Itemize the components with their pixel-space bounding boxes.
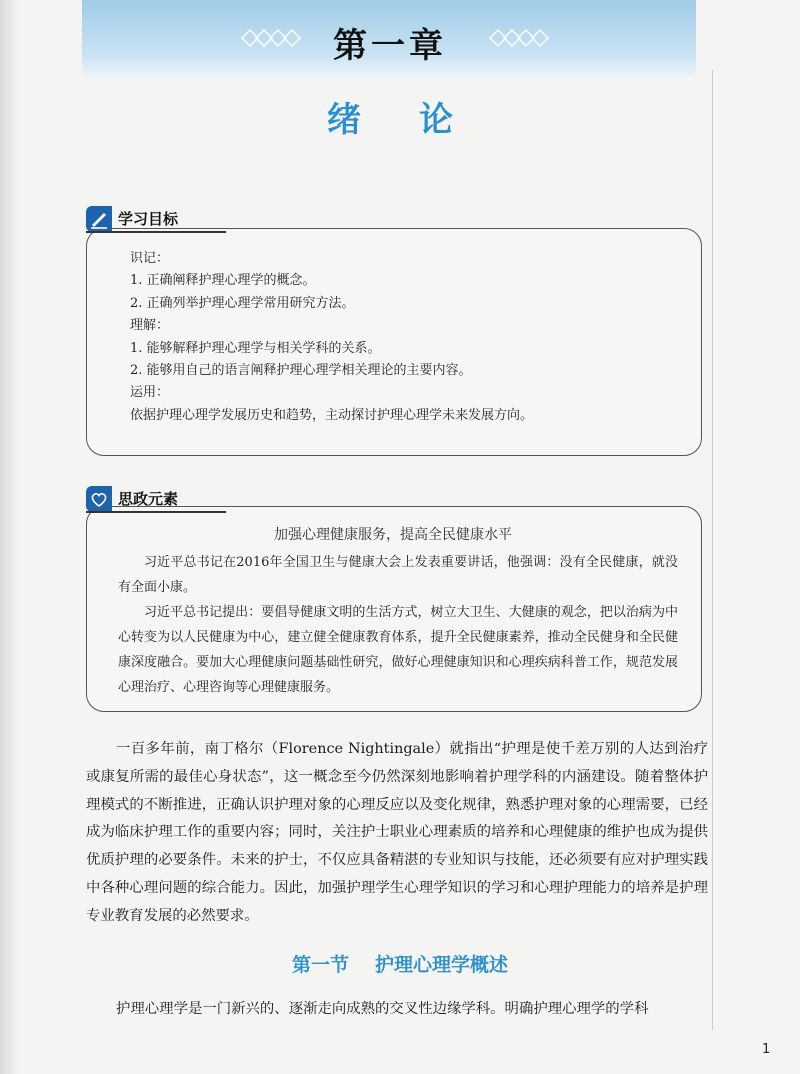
objectives-list <box>130 248 690 427</box>
objective-line: 1. 正确阐释护理心理学的概念。 <box>130 273 316 289</box>
objective-line: 识记： <box>130 251 170 266</box>
chapter-title: 绪论 <box>327 100 511 140</box>
body-last-line: 护理心理学是一门新兴的、逐渐走向成熟的交叉性边缘学科。明确护理心理学的学科 <box>116 1001 649 1017</box>
objective-line: 2. 能够用自己的语言阐释护理心理学相关理论的主要内容。 <box>130 363 472 379</box>
pen-icon <box>86 206 112 232</box>
tab-underline <box>86 511 226 513</box>
page-number: 1 <box>762 1042 771 1057</box>
section-heading <box>0 950 800 977</box>
chapter-number: 第一章 <box>333 26 447 66</box>
ideology-tab <box>86 486 226 512</box>
objective-line: 运用： <box>130 385 170 401</box>
ideology-paragraph: 习近平总书记在2016年全国卫生与健康大会上发表重要讲话，他强调：没有全民健康，就没有全面小康。 <box>118 555 678 595</box>
body-paragraph: 一百多年前，南丁格尔（Florence Nightingale）就指出“护理是使千差万别的人达到治疗或康复所需的最佳心身状态”，这一概念至今仍然深刻地影响着护理学科的内涵建设。随着整体护理模式的不断推进，正确认识护理对象的心理反应以及变化规律，熟悉护理对象的心理需要，已经成为临床护理工作的重要内容；同时，关注护士职业心理素质的培养和心理健康的维护也成为提供优质护理的必要条件。未来的护士，不仅应具备精湛的专业知识与技能，还必须要有应对护理实践中各种心理问题的综合能力。因此，加强护理学生心理学知识的学习和心理护理能力的培养是护理专业教育发展的必然要求。 <box>86 741 708 924</box>
tab-underline <box>86 231 226 233</box>
page-edge-shadow <box>0 0 18 1074</box>
objective-line: 理解： <box>130 318 170 334</box>
objective-line: 2. 正确列举护理心理学常用研究方法。 <box>130 295 355 311</box>
objective-line: 依据护理心理学发展历史和趋势，主动探讨护理心理学未来发展方向。 <box>130 407 534 423</box>
heart-hands-icon <box>86 486 112 512</box>
ideology-paragraph: 习近平总书记提出：要倡导健康文明的生活方式，树立大卫生、大健康的观念，把以治病为中心转变为以人民健康为中心，建立健全健康教育体系，提升全民健康素养，推动全民健身和全民健康深度融合。要加大心理健康问题基础性研究，做好心理健康知识和心理疾病科普工作，规范发展心理治疗、心理咨询等心理健康服务。 <box>118 605 678 695</box>
section-title: 护理心理学概述 <box>375 954 509 976</box>
section-number: 第一节 <box>291 954 349 976</box>
page-right-edge <box>712 70 713 1030</box>
ideology-heading: 加强心理健康服务，提高全民健康水平 <box>274 527 512 543</box>
objectives-tab <box>86 206 226 232</box>
objectives-tab-label: 学习目标 <box>118 210 179 228</box>
objective-line: 1. 能够解释护理心理学与相关学科的关系。 <box>130 340 381 356</box>
ideology-tab-label: 思政元素 <box>118 490 179 508</box>
